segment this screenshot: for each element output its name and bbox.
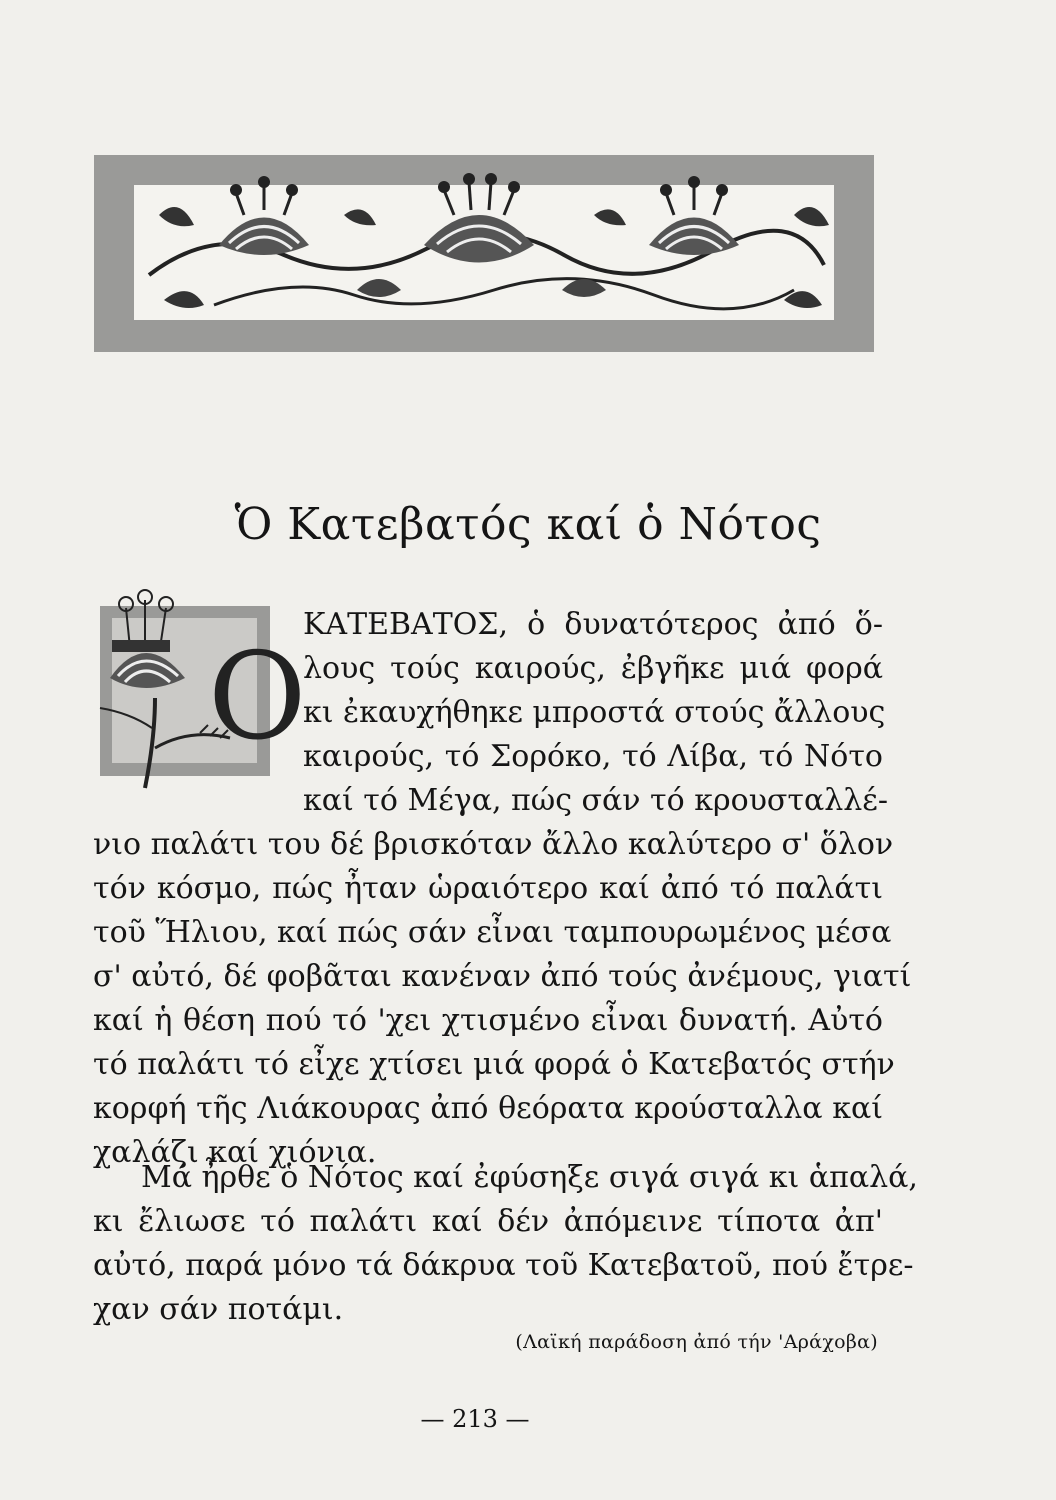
text-line: αὐτό, παρά μόνο τά δάκρυα τοῦ Κατεβατοῦ, πού ἔτρε- <box>93 1248 914 1283</box>
text-line: τό παλάτι τό εἶχε χτίσει μιά φορά ὁ Κατεβατός στήν <box>93 1047 895 1082</box>
text-line: νιο παλάτι του δέ βρισκόταν ἄλλο καλύτερο σ' ὅλον <box>93 827 894 862</box>
paragraph-1 <box>93 603 912 1175</box>
dropcap-letter: Ο <box>208 628 307 767</box>
page-number: — 213 — <box>420 1405 530 1433</box>
paragraph-2 <box>93 1156 918 1332</box>
text-line: χαν σάν ποτάμι. <box>93 1292 344 1327</box>
text-line: κι ἐκαυχήθηκε μπροστά στούς ἄλλους <box>303 695 886 730</box>
text-line: κι ἔλιωσε τό παλάτι καί δέν ἀπόμεινε τίποτα ἀπ' <box>93 1204 883 1239</box>
text-line: χαλάζι καί χιόνια. <box>93 1135 377 1170</box>
floral-banner-icon <box>94 155 874 352</box>
text-line: καιρούς, τό Σορόκο, τό Λίβα, τό Νότο <box>303 739 883 774</box>
text-line: σ' αὐτό, δέ φοβᾶται κανέναν ἀπό τούς ἀνέμους, γιατί <box>93 959 912 994</box>
page-title: Ὁ Κατεβατός καί ὁ Νότος <box>234 499 822 551</box>
text-line: καί ἡ θέση πού τό 'χει χτισμένο εἶναι δυνατή. Αὐτό <box>93 1003 883 1038</box>
text-line: καί τό Μέγα, πώς σάν τό κρουσταλλέ- <box>303 783 888 818</box>
text-line: ΚΑΤΕΒΑΤΟΣ, ὁ δυνατότερος ἀπό ὅ- <box>303 607 883 642</box>
floral-banner <box>94 155 874 352</box>
text-line: Μά ἦρθε ὁ Νότος καί ἐφύσηξε σιγά σιγά κι ἁπαλά, <box>141 1160 918 1195</box>
text-line: κορφή τῆς Λιάκουρας ἀπό θεόρατα κρούσταλλα καί <box>93 1091 883 1126</box>
text-line: τόν κόσμο, πώς ἦταν ὡραιότερο καί ἀπό τό παλάτι <box>93 871 883 906</box>
text-line: τοῦ Ἥλιου, καί πώς σάν εἶναι ταμπουρωμένος μέσα <box>93 915 892 950</box>
text-line: λους τούς καιρούς, ἐβγῆκε μιά φορά <box>303 651 883 686</box>
source-attribution: (Λαϊκή παράδοση ἀπό τήν 'Αράχοβα) <box>515 1331 878 1353</box>
